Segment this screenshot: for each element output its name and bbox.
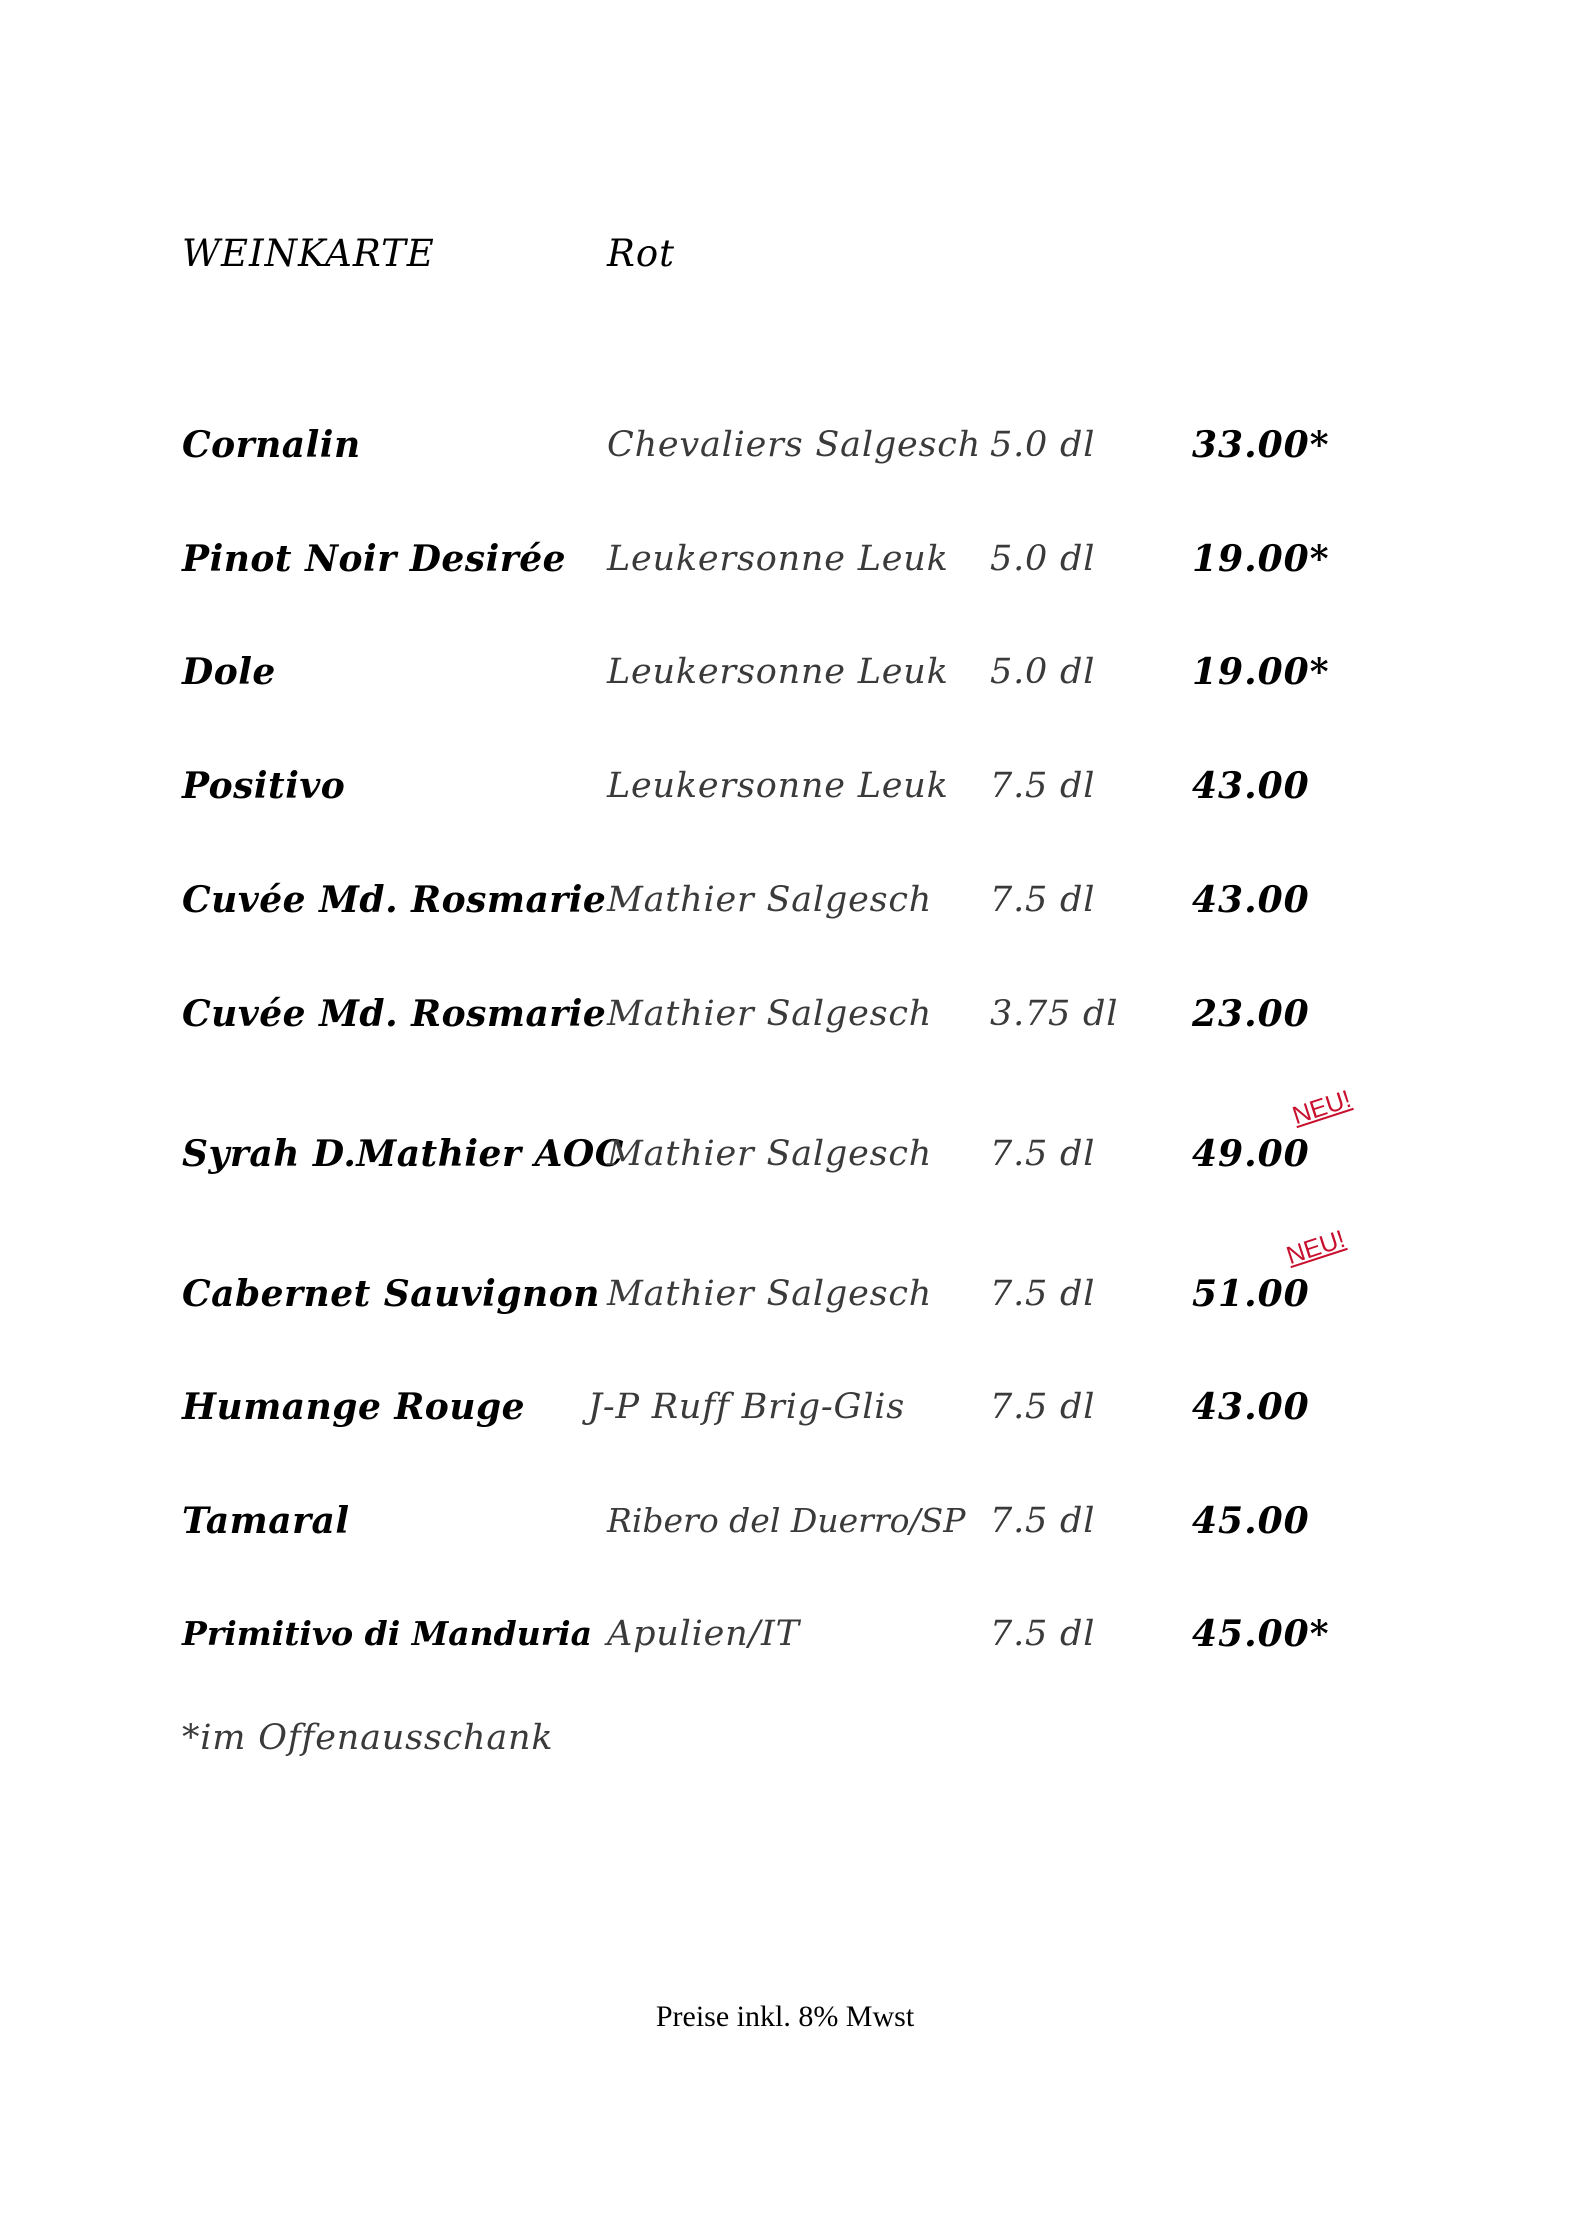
wine-name: Cuvée Md. Rosmarie — [182, 993, 607, 1035]
menu-title: WEINKARTE — [182, 232, 435, 275]
wine-name: Tamaral — [182, 1500, 350, 1542]
wine-row — [0, 642, 1570, 702]
wine-row — [0, 415, 1570, 475]
category-label: Rot — [607, 232, 676, 275]
wine-row — [0, 1377, 1570, 1437]
wine-name: Pinot Noir Desirée — [182, 538, 567, 580]
wine-price: 45.00* — [1192, 1613, 1330, 1655]
wine-name: Primitivo di Manduria — [182, 1614, 593, 1653]
wine-producer: Chevaliers Salgesch — [607, 425, 982, 465]
wine-producer: Mathier Salgesch — [607, 1274, 933, 1314]
wine-row — [0, 529, 1570, 589]
wine-name: Dole — [182, 651, 276, 693]
wine-row — [0, 756, 1570, 816]
wine-volume: 7.5 dl — [990, 1387, 1096, 1427]
wine-price: 45.00 — [1192, 1500, 1310, 1542]
new-badge: NEU! — [1289, 1084, 1355, 1131]
wine-name: Humange Rouge — [182, 1386, 526, 1428]
wine-volume: 3.75 dl — [990, 994, 1119, 1034]
wine-row — [0, 1604, 1570, 1664]
wine-row — [0, 1224, 1570, 1324]
wine-price: 43.00 — [1192, 879, 1310, 921]
vat-note: Preise inkl. 8% Mwst — [655, 2000, 915, 2033]
wine-volume: 5.0 dl — [990, 425, 1096, 465]
wine-name: Syrah D.Mathier AOC — [182, 1133, 624, 1175]
wine-price: 43.00 — [1192, 765, 1310, 807]
wine-volume: 7.5 dl — [990, 880, 1096, 920]
wine-row — [0, 1491, 1570, 1551]
wine-volume: 7.5 dl — [990, 1614, 1096, 1654]
wine-volume: 7.5 dl — [990, 1501, 1096, 1541]
wine-row — [0, 1084, 1570, 1184]
wine-price: 23.00 — [1192, 993, 1310, 1035]
wine-volume: 7.5 dl — [990, 766, 1096, 806]
wine-volume: 7.5 dl — [990, 1134, 1096, 1174]
wine-producer: Leukersonne Leuk — [607, 652, 949, 692]
wine-price: 43.00 — [1192, 1386, 1310, 1428]
wine-price: 51.00 — [1192, 1273, 1310, 1315]
wine-producer: Mathier Salgesch — [607, 994, 933, 1034]
wine-volume: 5.0 dl — [990, 652, 1096, 692]
wine-price: 19.00* — [1192, 538, 1330, 580]
footnote: *im Offenausschank — [182, 1718, 554, 1758]
wine-producer: Leukersonne Leuk — [607, 766, 949, 806]
wine-name: Cuvée Md. Rosmarie — [182, 879, 607, 921]
wine-producer: Mathier Salgesch — [607, 1134, 933, 1174]
new-badge: NEU! — [1283, 1224, 1349, 1271]
wine-name: Cabernet Sauvignon — [182, 1273, 600, 1315]
wine-row — [0, 984, 1570, 1044]
wine-volume: 7.5 dl — [990, 1274, 1096, 1314]
wine-price: 33.00* — [1192, 424, 1330, 466]
wine-producer: Leukersonne Leuk — [607, 539, 949, 579]
wine-price: 49.00 — [1192, 1133, 1310, 1175]
wine-producer: Apulien/IT — [607, 1614, 800, 1654]
wine-producer: Ribero del Duerro/SP — [607, 1501, 966, 1540]
wine-volume: 5.0 dl — [990, 539, 1096, 579]
wine-producer: Mathier Salgesch — [607, 880, 933, 920]
wine-producer: J-P Ruff Brig-Glis — [588, 1387, 906, 1427]
wine-price: 19.00* — [1192, 651, 1330, 693]
wine-row — [0, 870, 1570, 930]
wine-name: Cornalin — [182, 424, 361, 466]
wine-name: Positivo — [182, 765, 346, 807]
